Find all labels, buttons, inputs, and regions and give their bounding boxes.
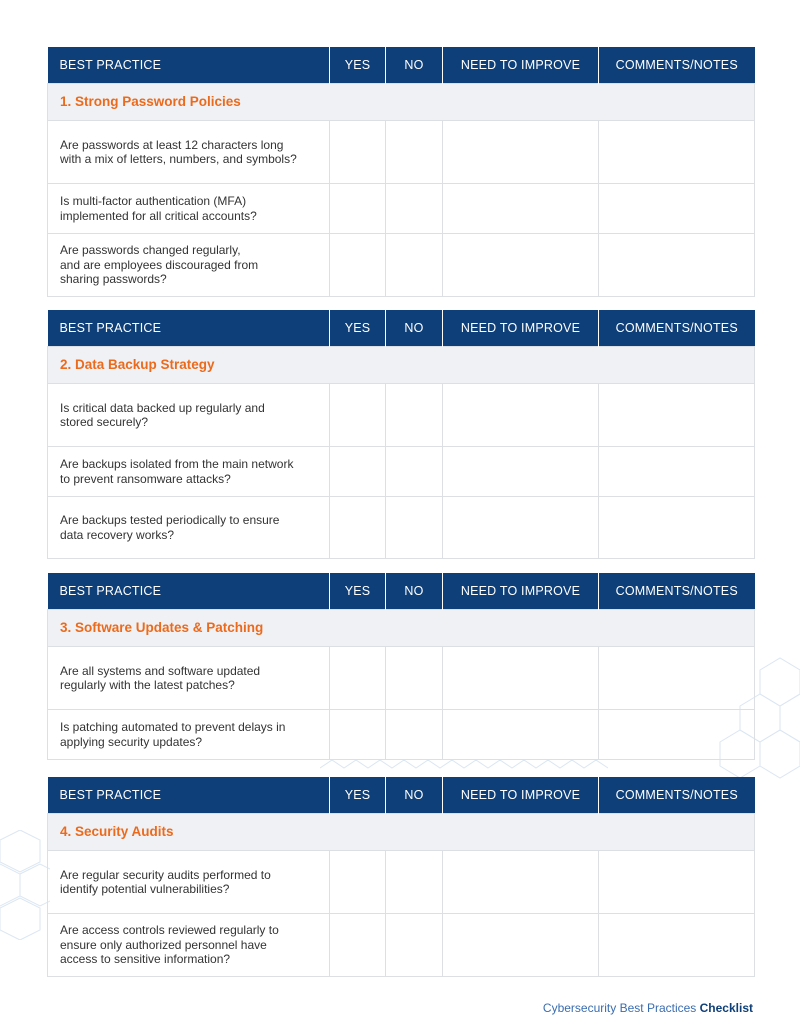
footer-prefix: Cybersecurity Best Practices	[542, 1001, 697, 1015]
no-cell[interactable]	[386, 647, 443, 710]
footer-bold: Checklist	[699, 1001, 753, 1015]
table-row	[48, 384, 755, 447]
no-cell[interactable]	[386, 710, 443, 760]
question-text: Are backups tested periodically to ensure data recovery works?	[60, 513, 280, 542]
no-cell[interactable]	[386, 447, 443, 497]
need-to-improve-cell[interactable]	[443, 121, 599, 184]
table-row	[48, 184, 755, 234]
header-need-to-improve: NEED TO IMPROVE	[443, 777, 599, 814]
yes-cell[interactable]	[330, 851, 386, 914]
no-cell[interactable]	[386, 497, 443, 559]
no-cell[interactable]	[386, 914, 443, 977]
header-need-to-improve: NEED TO IMPROVE	[443, 573, 599, 610]
yes-cell[interactable]	[330, 447, 386, 497]
header-best-practice: BEST PRACTICE	[48, 573, 330, 610]
yes-cell[interactable]	[330, 184, 386, 234]
comments-cell[interactable]	[599, 184, 755, 234]
header-no: NO	[386, 47, 443, 84]
need-to-improve-cell[interactable]	[443, 234, 599, 297]
table-row	[48, 234, 755, 297]
header-yes: YES	[330, 777, 386, 814]
header-comments-notes: COMMENTS/NOTES	[599, 310, 755, 347]
yes-cell[interactable]	[330, 121, 386, 184]
checklist-table-3	[47, 573, 754, 760]
header-best-practice: BEST PRACTICE	[48, 47, 330, 84]
comments-cell[interactable]	[599, 121, 755, 184]
comments-cell[interactable]	[599, 851, 755, 914]
yes-cell[interactable]	[330, 914, 386, 977]
page-footer	[543, 1001, 753, 1015]
no-cell[interactable]	[386, 121, 443, 184]
comments-cell[interactable]	[599, 914, 755, 977]
header-comments-notes: COMMENTS/NOTES	[599, 573, 755, 610]
need-to-improve-cell[interactable]	[443, 447, 599, 497]
section-title: 3. Software Updates & Patching	[48, 610, 755, 647]
question-text: Are access controls reviewed regularly to ensure only authorized personnel have access to sensitive information?	[60, 923, 279, 967]
header-no: NO	[386, 573, 443, 610]
table-header-row	[48, 573, 755, 610]
need-to-improve-cell[interactable]	[443, 497, 599, 559]
comments-cell[interactable]	[599, 447, 755, 497]
need-to-improve-cell[interactable]	[443, 710, 599, 760]
checklist-table-1	[47, 47, 754, 297]
question-text: Are backups isolated from the main network to prevent ransomware attacks?	[60, 457, 294, 486]
question-text: Are passwords changed regularly, and are employees discouraged from sharing passwords?	[60, 243, 259, 287]
header-no: NO	[386, 310, 443, 347]
comments-cell[interactable]	[599, 384, 755, 447]
comments-cell[interactable]	[599, 497, 755, 559]
table-row	[48, 121, 755, 184]
header-need-to-improve: NEED TO IMPROVE	[443, 47, 599, 84]
header-comments-notes: COMMENTS/NOTES	[599, 47, 755, 84]
table-row	[48, 497, 755, 559]
checklist-table-4	[47, 777, 754, 977]
no-cell[interactable]	[386, 234, 443, 297]
no-cell[interactable]	[386, 184, 443, 234]
section-title: 2. Data Backup Strategy	[48, 347, 755, 384]
table-row	[48, 647, 755, 710]
no-cell[interactable]	[386, 851, 443, 914]
header-comments-notes: COMMENTS/NOTES	[599, 777, 755, 814]
yes-cell[interactable]	[330, 497, 386, 559]
section-title: 1. Strong Password Policies	[48, 84, 755, 121]
no-cell[interactable]	[386, 384, 443, 447]
yes-cell[interactable]	[330, 234, 386, 297]
header-best-practice: BEST PRACTICE	[48, 777, 330, 814]
need-to-improve-cell[interactable]	[443, 851, 599, 914]
checklist-table-2	[47, 310, 754, 559]
need-to-improve-cell[interactable]	[443, 914, 599, 977]
header-need-to-improve: NEED TO IMPROVE	[443, 310, 599, 347]
need-to-improve-cell[interactable]	[443, 184, 599, 234]
question-text: Are passwords at least 12 characters long with a mix of letters, numbers, and symbols?	[60, 137, 297, 166]
table-row	[48, 447, 755, 497]
comments-cell[interactable]	[599, 710, 755, 760]
header-yes: YES	[330, 310, 386, 347]
question-text: Are regular security audits performed to identify potential vulnerabilities?	[60, 867, 271, 896]
yes-cell[interactable]	[330, 647, 386, 710]
question-text: Is multi-factor authentication (MFA) implemented for all critical accounts?	[60, 194, 257, 223]
hex-pattern-left	[0, 830, 50, 940]
header-yes: YES	[330, 47, 386, 84]
header-yes: YES	[330, 573, 386, 610]
table-row	[48, 851, 755, 914]
table-row	[48, 710, 755, 760]
table-header-row	[48, 777, 755, 814]
need-to-improve-cell[interactable]	[443, 647, 599, 710]
header-no: NO	[386, 777, 443, 814]
question-text: Is critical data backed up regularly and stored securely?	[60, 400, 265, 429]
yes-cell[interactable]	[330, 710, 386, 760]
table-header-row	[48, 310, 755, 347]
need-to-improve-cell[interactable]	[443, 384, 599, 447]
question-text: Is patching automated to prevent delays in applying security updates?	[60, 720, 286, 749]
table-row	[48, 914, 755, 977]
section-title: 4. Security Audits	[48, 814, 755, 851]
table-header-row	[48, 47, 755, 84]
yes-cell[interactable]	[330, 384, 386, 447]
comments-cell[interactable]	[599, 234, 755, 297]
question-text: Are all systems and software updated regularly with the latest patches?	[60, 663, 261, 692]
comments-cell[interactable]	[599, 647, 755, 710]
header-best-practice: BEST PRACTICE	[48, 310, 330, 347]
